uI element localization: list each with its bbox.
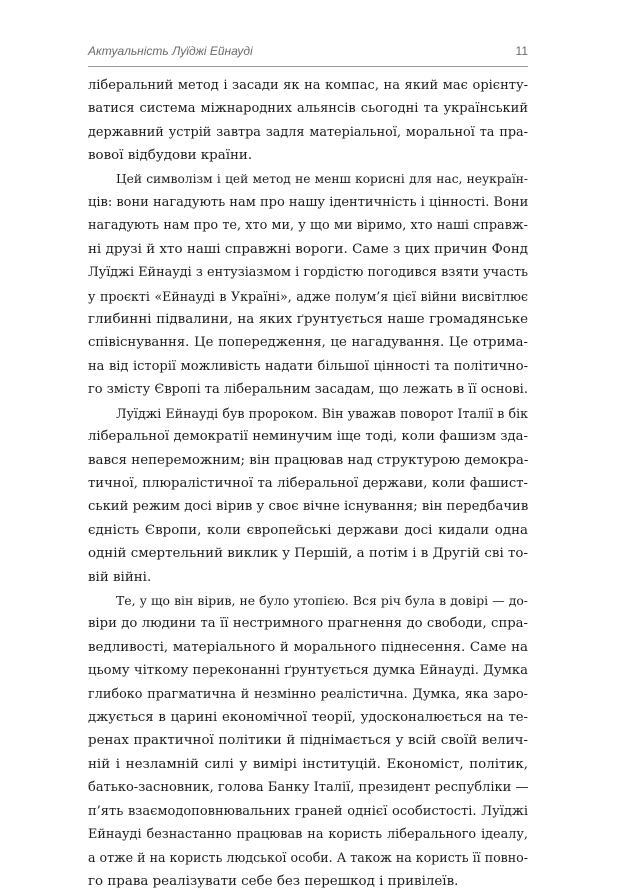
- text-line: віри до людини та її нестримного прагнення до свободи, спра-: [88, 616, 528, 632]
- text-line: ведливості, матеріального й морального піднесення. Саме на: [88, 639, 528, 655]
- paragraph-4: [88, 589, 528, 893]
- text-line: на від історії можливість надати більшої цінності та політично-: [88, 358, 528, 374]
- text-line: тичної, плюралістичної та ліберальної держави, коли фашист-: [88, 475, 528, 491]
- text-line: ліберальної демократії неминучим іще тоді, коли фашизм зда-: [88, 429, 528, 445]
- running-head-title: Актуальність Луїджі Ейнауді: [88, 44, 253, 58]
- text-line: Луїджі Ейнауді з ентузіазмом і гордістю погодився взяти участь: [88, 265, 528, 281]
- text-line: державний устрій завтра задля матеріальної, моральної та пра-: [88, 124, 528, 140]
- text-line: вій війні.: [88, 569, 152, 585]
- paragraph-1: [88, 74, 528, 168]
- text-line: го змісту Європі та ліберальним засадам, що лежать в її основі.: [88, 382, 528, 398]
- text-line: Луїджі Ейнауді був пророком. Він уважав поворот Італії в бік: [116, 405, 528, 421]
- header-rule: [88, 66, 528, 67]
- text-line: вався непереможним; він працював над структурою демокра-: [88, 452, 529, 468]
- text-line: одній смертельний виклик у Першій, а потім і в Другій сві то-: [88, 546, 528, 562]
- text-line: Ейнауді безнастанно працював на користь ліберального ідеалу,: [88, 827, 528, 842]
- text-line: ський режим досі вірив у своє вічне існування; він передбачив: [88, 499, 529, 515]
- text-line: цьому чіткому переконанні ґрунтується думка Ейнауді. Думка: [88, 663, 528, 679]
- text-line: джується в царині економічної теорії, удосконалюється на те-: [88, 709, 528, 725]
- paragraph-3: [88, 402, 528, 589]
- text-line: нагадують нам про те, хто ми, у що ми віримо, хто наші справж-: [88, 218, 528, 234]
- text-line: Те, у що він вірив, не було утопією. Вся річ була в довірі — до-: [116, 592, 528, 608]
- text-line: глибоко прагматична й незмінно реалістична. Думка, яка заро-: [88, 686, 528, 702]
- paragraph-2: [88, 168, 528, 402]
- text-line: ні друзі й хто наші справжні вороги. Саме з цих причин Фонд: [88, 241, 528, 257]
- text-line: ліберальний метод і засади як на компас, на який має орієнту-: [88, 78, 528, 93]
- text-line: ватися система міжнародних альянсів сьогодні та український: [88, 101, 528, 117]
- text-line: батько-засновник, голова Банку Італії, президент республіки —: [88, 780, 529, 796]
- text-line: глибинні підвалини, на яких ґрунтується наше громадянське: [88, 312, 528, 328]
- text-line: ців: вони нагадують нам про нашу ідентичність і цінності. Вони: [88, 195, 529, 211]
- text-line: ній і незламній силі у вимірі інституцій. Економіст, політик,: [88, 756, 528, 772]
- text-line: єдність Європи, коли європейські держави досі кидали одна: [88, 522, 528, 538]
- text-line: співіснування. Це попередження, це нагадування. Це отрима-: [88, 335, 528, 351]
- page-number: 11: [515, 44, 528, 58]
- text-line: вової відбудови країни.: [88, 148, 253, 164]
- text-line: п’ять взаємодоповнювальних граней однієї особистості. Луїджі: [88, 803, 528, 819]
- body-text: [88, 74, 528, 893]
- text-line: го права реалізувати себе без перешкод і привілеїв.: [88, 873, 459, 889]
- text-line: а отже й на користь людської особи. А також на користь її повно-: [88, 850, 528, 866]
- text-line: ренах практичної політики й піднімається у всій своїй велич-: [88, 733, 528, 749]
- text-line: Цей символізм і цей метод не менш корисні для нас, неукраїн-: [116, 171, 528, 186]
- text-line: у проєкті «Ейнауді в Україні», адже полум’я цієї війни висвітлює: [88, 288, 528, 304]
